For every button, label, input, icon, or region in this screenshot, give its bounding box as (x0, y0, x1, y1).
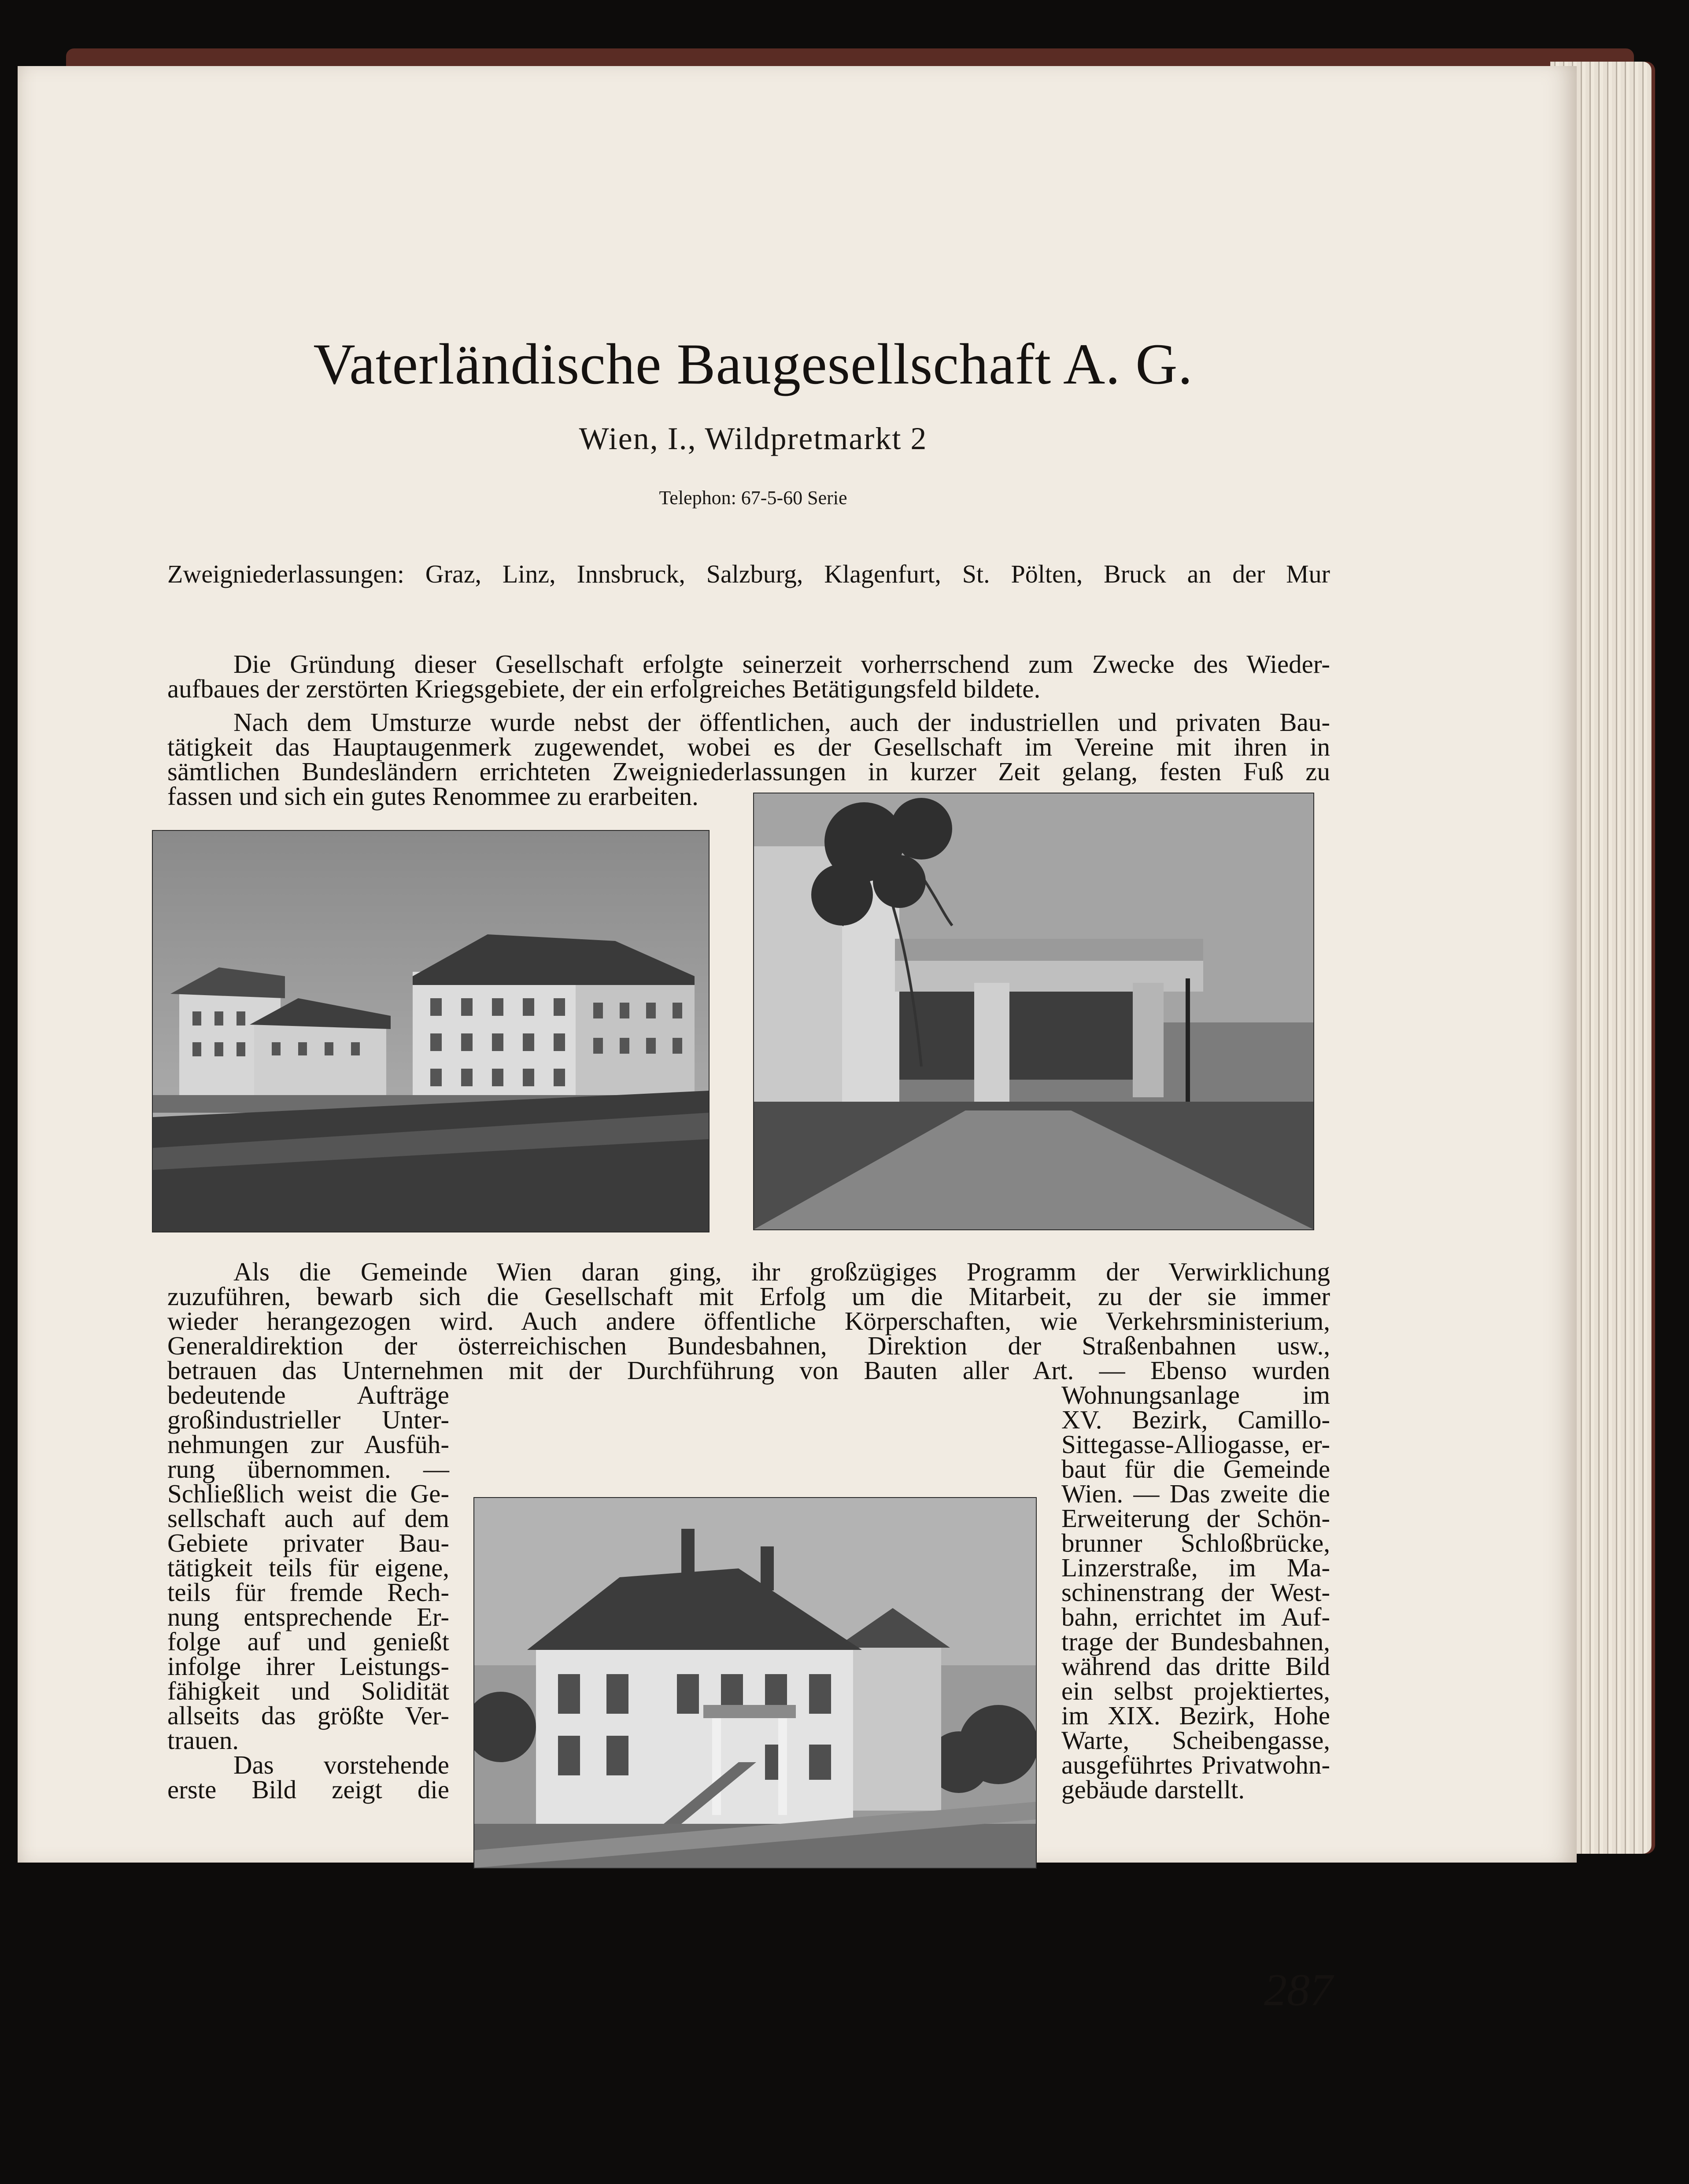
book-page (18, 66, 1577, 2015)
page-number: 287 (1264, 1965, 1333, 2015)
text-line: Generaldirektion der österreichischen Bundesbahnen, Direktion der Straßenbahnen usw., (167, 1331, 1330, 1360)
text-line: sellschaft auch auf dem (167, 1504, 449, 1533)
text-line: im XIX. Bezirk, Hohe (1061, 1701, 1330, 1730)
text-line: bahn, errichtet im Auf- (1061, 1602, 1330, 1631)
company-phone: Telephon: 67-5-60 Serie (659, 487, 847, 509)
text-line: nung entsprechende Er- (167, 1602, 449, 1631)
middle-paragraph (167, 1259, 1330, 1383)
text-line: Erweiterung der Schön- (1061, 1504, 1330, 1533)
photo-private-villa (473, 1497, 1037, 1869)
text-line: folge auf und genießt (167, 1627, 449, 1656)
photo-apartment-complex (152, 830, 710, 1232)
text-line: betrauen das Unternehmen mit der Durchführung von Bauten aller Art. — Ebenso wurden (167, 1356, 1330, 1385)
text-line: sämtlichen Bundesländern errichteten Zweigniederlassungen in kurzer Zeit gelang, festen Fuß zu (167, 757, 1330, 786)
page-title: Vaterländische Baugesellschaft A. G. (313, 332, 1193, 396)
text-line: Das vorstehende (233, 1750, 449, 1779)
text-line: bedeutende Aufträge (167, 1380, 449, 1409)
text-line: XV. Bezirk, Camillo- (1061, 1405, 1330, 1434)
right-column-text (1061, 1380, 1330, 1804)
text-line: rung übernommen. — (167, 1454, 449, 1483)
text-line: baut für die Gemeinde (1061, 1454, 1330, 1483)
text-line: trauen. (167, 1726, 239, 1755)
text-line: zuzuführen, bewarb sich die Gesellschaft mit Erfolg um die Mitarbeit, zu der sie immer (167, 1282, 1330, 1311)
text-line: Wien. — Das zweite die (1061, 1479, 1330, 1508)
text-line: gebäude darstellt. (1061, 1775, 1245, 1804)
text-line: Nach dem Umsturze wurde nebst der öffentlichen, auch der industriellen und privaten Bau- (233, 708, 1330, 737)
company-address: Wien, I., Wildpretmarkt 2 (579, 421, 928, 456)
text-line: wieder herangezogen wird. Auch andere öffentliche Körperschaften, wie Verkehrsministerium, (167, 1306, 1330, 1335)
text-line: fassen und sich ein gutes Renommee zu erarbeiten. (167, 782, 699, 811)
text-line: schinenstrang der West- (1061, 1578, 1330, 1607)
text-line: Als die Gemeinde Wien daran ging, ihr großzügiges Programm der Verwirklichung (233, 1257, 1330, 1286)
text-line: trage der Bundesbahnen, (1061, 1627, 1330, 1656)
photo-railway-bridge (753, 793, 1314, 1230)
text-line: infolge ihrer Leistungs- (167, 1652, 449, 1681)
text-line: erste Bild zeigt die (167, 1775, 449, 1804)
text-line: fähigkeit und Solidität (167, 1676, 449, 1705)
text-line: Gebiete privater Bau- (167, 1528, 449, 1557)
text-line: tätigkeit teils für eigene, (167, 1553, 449, 1582)
text-line: ein selbst projektiertes, (1061, 1676, 1330, 1705)
text-line: nehmungen zur Ausfüh- (167, 1430, 449, 1459)
text-line: Die Gründung dieser Gesellschaft erfolgte seinerzeit vorherrschend zum Zwecke des Wieder- (233, 649, 1330, 679)
text-line: aufbaues der zerstörten Kriegsgebiete, der ein erfolgreiches Betätigungsfeld bildete. (167, 674, 1041, 703)
text-line: während das dritte Bild (1061, 1652, 1330, 1681)
text-line: teils für fremde Rech- (167, 1578, 449, 1607)
left-column-text (167, 1380, 449, 1804)
text-line: tätigkeit das Hauptaugenmerk zugewendet, wobei es der Gesellschaft im Vereine mit ihren in (167, 732, 1330, 761)
text-line: Wohnungsanlage im (1061, 1380, 1330, 1409)
text-line: Schließlich weist die Ge- (167, 1479, 449, 1508)
text-line: großindustrieller Unter- (167, 1405, 449, 1434)
text-line: brunner Schloßbrücke, (1061, 1528, 1330, 1557)
text-line: allseits das größte Ver- (167, 1701, 449, 1730)
branch-offices: Zweigniederlassungen: Graz, Linz, Innsbruck, Salzburg, Klagenfurt, St. Pölten, Bruck an der Mur (167, 560, 1330, 588)
text-line: ausgeführtes Privatwohn- (1061, 1750, 1330, 1779)
text-line: Warte, Scheibengasse, (1061, 1726, 1330, 1755)
text-line: Sittegasse-Alliogasse, er- (1061, 1430, 1330, 1459)
text-line: Linzerstraße, im Ma- (1061, 1553, 1330, 1582)
intro-paragraph-1 (167, 649, 1330, 703)
